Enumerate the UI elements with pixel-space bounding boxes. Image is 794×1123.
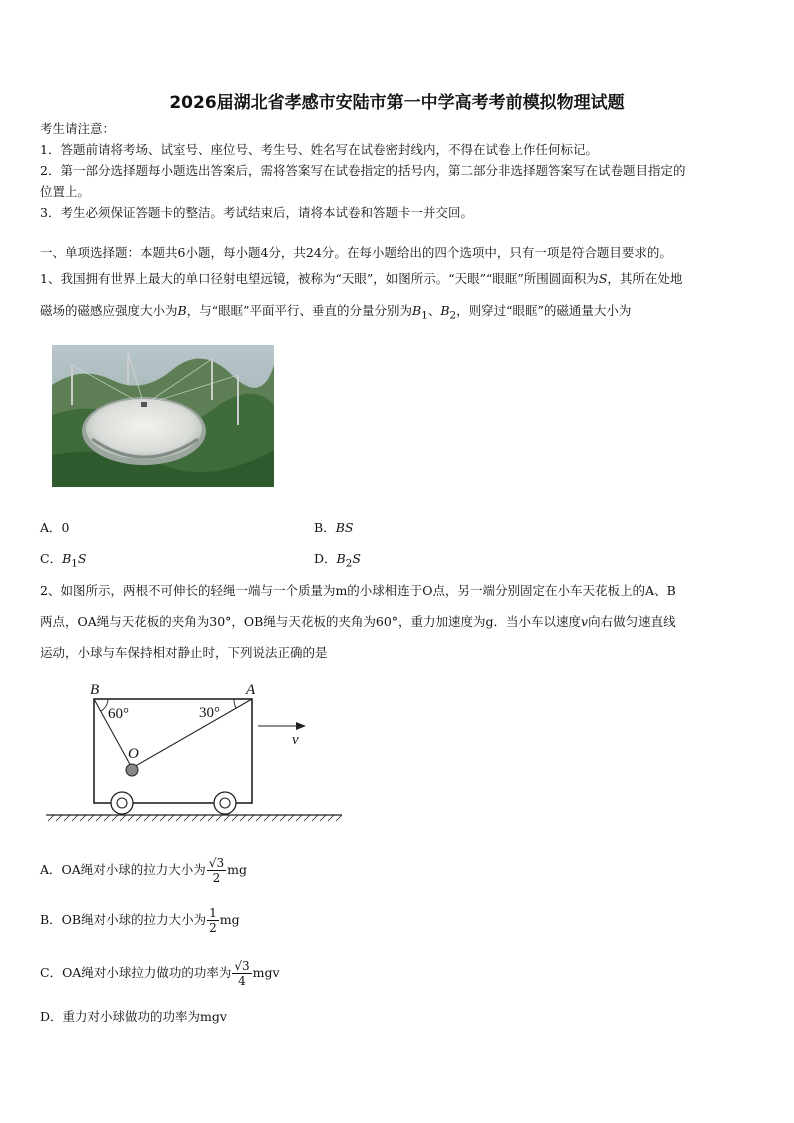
velocity-arrow-head xyxy=(296,722,306,730)
angle-arc-a xyxy=(234,699,236,708)
ground-hatching xyxy=(48,815,342,821)
q2-line-3: 运动，小球与车保持相对静止时，下列说法正确的是 xyxy=(40,645,328,660)
notice-item-2: 2．第一部分选择题每小题选出答案后，需将答案写在试卷指定的括号内，第二部分非选择题答案写在试卷题目指定的 xyxy=(40,163,686,178)
fraction-b: $\frac{1}{2}$ xyxy=(209,906,217,935)
wheel-right xyxy=(214,792,236,814)
q2-option-a[interactable]: A．OA绳对小球的拉力大小为 $\frac{√3}{2}$ mg xyxy=(40,856,247,885)
q1-line-1: 1、我国拥有世界上最大的单口径射电望远镜，被称为“天眼”，如图所示。“天眼”“眼眶”所围圆面积为S，其所在处地 xyxy=(40,271,683,286)
page-title: 2026届湖北省孝感市安陆市第一中学高考考前模拟物理试题 xyxy=(169,93,625,113)
notice-item-1: 1．答题前请将考场、试室号、座位号、考生号、姓名写在试卷密封线内，不得在试卷上作任何标记。 xyxy=(40,142,598,157)
telescope-photo xyxy=(52,345,274,487)
notice-item-2-cont: 位置上。 xyxy=(40,184,91,199)
q1-option-a[interactable]: A．0 xyxy=(40,520,70,535)
angle-a-label: 30° xyxy=(199,705,220,721)
cart-figure xyxy=(40,676,350,830)
ball xyxy=(126,764,138,776)
rope-oa xyxy=(132,699,252,768)
notice-item-3: 3．考生必须保证答题卡的整洁。考试结束后，请将本试卷和答题卡一并交回。 xyxy=(40,205,473,220)
fraction-c: $\frac{√3}{4}$ xyxy=(234,959,250,988)
q2-line-1: 2、如图所示，两根不可伸长的轻绳一端与一个质量为m的小球相连于O点，另一端分别固定在小车天花板上的A、B xyxy=(40,583,676,598)
label-o: O xyxy=(128,746,139,762)
label-v: v xyxy=(292,732,299,748)
q1-line-2: 磁场的磁感应强度大小为B，与“眼眶”平面平行、垂直的分量分别为$B_1$、$B_2$，则穿过“眼眶”的磁通量大小为 xyxy=(40,303,632,322)
q1-option-c[interactable]: C．$B_1S$ xyxy=(40,551,87,570)
angle-b-label: 60° xyxy=(108,706,129,722)
q2-option-d[interactable]: D．重力对小球做功的功率为mgv xyxy=(40,1009,227,1024)
q2-option-c[interactable]: C．OA绳对小球拉力做功的功率为 $\frac{√3}{4}$ mgv xyxy=(40,959,280,988)
notice-header: 考生请注意： xyxy=(40,121,116,136)
fraction-a: $\frac{√3}{2}$ xyxy=(208,856,225,885)
label-a: A xyxy=(246,682,256,698)
q1-option-d[interactable]: D．$B_2S$ xyxy=(314,551,361,570)
wheel-left xyxy=(111,792,133,814)
q2-line-2: 两点，OA绳与天花板的夹角为30°，OB绳与天花板的夹角为60°，重力加速度为g．当小车以速度v向右做匀速直线 xyxy=(40,614,676,629)
q2-option-b[interactable]: B．OB绳对小球的拉力大小为 $\frac{1}{2}$ mg xyxy=(40,906,240,935)
section-heading: 一、单项选择题：本题共6小题，每小题4分，共24分。在每小题给出的四个选项中，只有一项是符合题目要求的。 xyxy=(40,245,672,260)
q1-option-b[interactable]: B．BS xyxy=(314,520,354,535)
angle-arc-b xyxy=(101,699,108,711)
label-b: B xyxy=(90,682,100,698)
